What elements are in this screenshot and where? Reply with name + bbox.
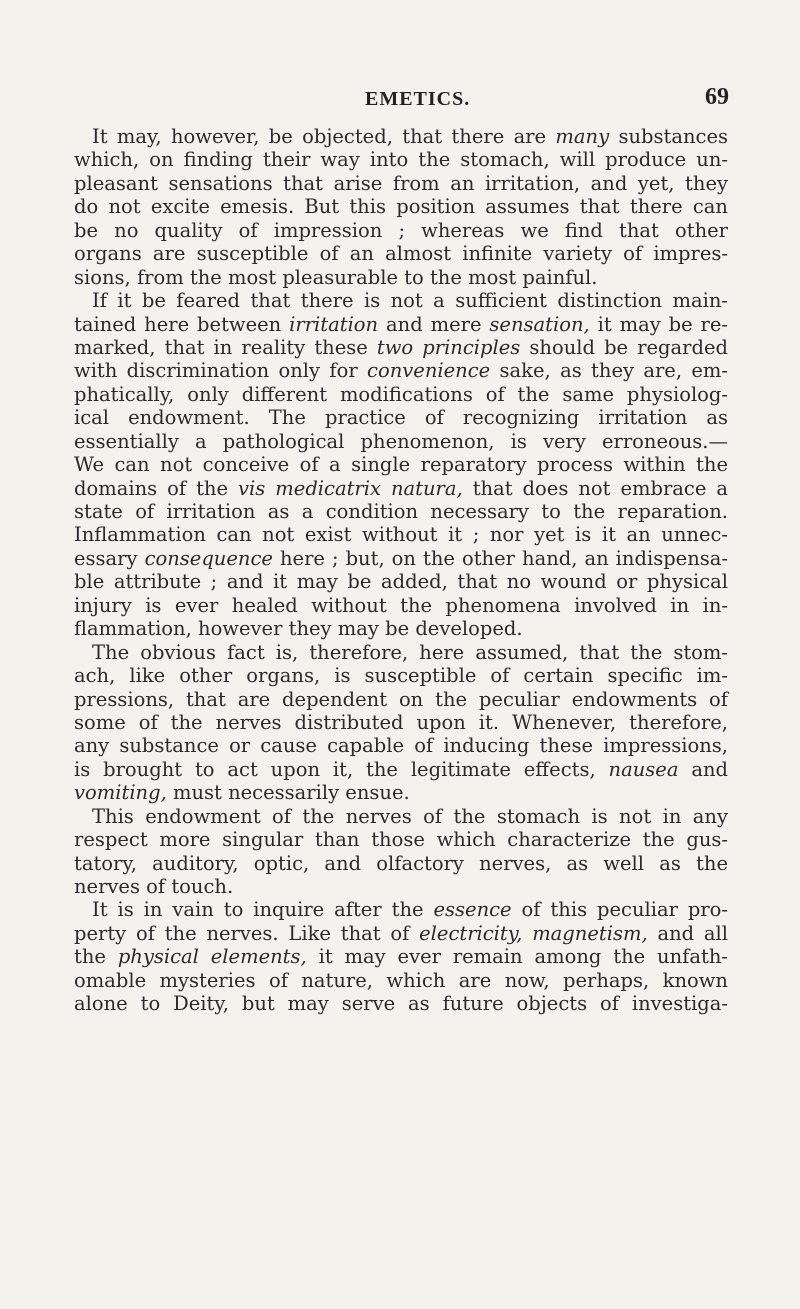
text-line — [74, 664, 728, 687]
text-segment: some of the nerves distributed upon it. Whenever, therefore, — [74, 710, 728, 734]
italic-text: two principles — [376, 335, 521, 359]
text-line — [74, 406, 728, 429]
text-line — [74, 828, 728, 851]
text-segment: alone to Deity, but may serve as future objects of investiga- — [74, 992, 728, 1016]
text-segment: sions, from the most pleasurable to the most painful. — [74, 265, 598, 289]
text-segment: We can not conceive of a single reparatory process within the — [74, 453, 728, 477]
text-segment: nerves of touch. — [74, 875, 234, 898]
text-line — [74, 148, 728, 171]
text-line — [74, 453, 728, 476]
italic-text: electricity, — [419, 921, 523, 945]
text-segment: that does not embrace a — [462, 476, 728, 500]
text-segment: which, on finding their way into the stomach, will produce un- — [74, 148, 728, 172]
text-segment: of this peculiar pro- — [511, 898, 728, 922]
running-head: EMETICS. — [365, 88, 471, 110]
text-segment: pressions, that are dependent on the peculiar endowments of — [74, 687, 728, 711]
text-segment: It is in vain to inquire after the — [92, 898, 434, 922]
text-line — [74, 547, 728, 570]
text-segment: and all — [647, 921, 728, 945]
text-line — [74, 922, 728, 945]
text-segment: ical endowment. The practice of recognizing irritation as — [74, 406, 728, 430]
text-segment: be no quality of impression ; whereas we find that other — [74, 218, 728, 242]
text-line — [74, 781, 728, 804]
italic-text: essence — [433, 898, 512, 922]
text-line — [74, 594, 728, 617]
italic-text: irritation — [289, 312, 379, 336]
italic-text: nausea — [608, 757, 679, 781]
text-segment: perty of the nerves. Like that of — [74, 921, 420, 945]
text-line — [74, 289, 728, 312]
italic-text: consequence — [144, 546, 273, 570]
text-segment: it may be re- — [589, 312, 729, 336]
text-line — [74, 500, 728, 523]
text-segment: must necessarily ensue. — [166, 781, 410, 805]
text-segment: domains of the — [74, 476, 239, 500]
italic-text: physical elements, — [117, 945, 307, 969]
text-segment: and — [678, 757, 728, 781]
text-segment: substances — [609, 125, 728, 148]
text-segment: essentially a pathological phenomenon, is very erroneous.— — [74, 429, 728, 453]
text-line — [74, 875, 728, 898]
text-segment: omable mysteries of nature, which are now, perhaps, known — [74, 968, 728, 992]
text-line — [74, 336, 728, 359]
text-segment: respect more singular than those which characterize the gus- — [74, 828, 728, 852]
text-line — [74, 242, 728, 265]
text-line — [74, 617, 728, 640]
text-segment: with discrimination only for — [74, 359, 368, 383]
text-segment: do not excite emesis. But this position assumes that there can — [74, 195, 728, 219]
text-line — [74, 430, 728, 453]
text-line — [74, 969, 728, 992]
text-segment: This endowment of the nerves of the stomach is not in any — [92, 804, 728, 828]
text-segment: here ; but, on the other hand, an indispensa- — [272, 546, 729, 570]
text-segment: marked, that in reality these — [74, 335, 377, 359]
text-segment: organs are susceptible of an almost infinite variety of impres- — [74, 242, 728, 266]
text-segment: Inflammation can not exist without it ; nor yet is it an unnec- — [74, 523, 728, 547]
italic-text: convenience — [367, 359, 491, 383]
text-segment: pleasant sensations that arise from an irritation, and yet, they — [74, 171, 728, 195]
italic-text: vomiting, — [74, 781, 167, 805]
text-line — [74, 313, 728, 336]
text-segment: is brought to act upon it, the legitimate effects, — [74, 757, 609, 781]
text-line — [74, 219, 728, 242]
text-line — [74, 477, 728, 500]
italic-text: many — [555, 125, 610, 148]
text-line — [74, 898, 728, 921]
text-segment: tatory, auditory, optic, and olfactory nerves, as well as the — [74, 851, 728, 875]
text-line — [74, 711, 728, 734]
italic-text: sensation, — [489, 312, 590, 336]
text-line — [74, 688, 728, 711]
page-number: 69 — [705, 84, 729, 110]
italic-text: vis medicatrix natura, — [238, 476, 463, 500]
text-segment: The obvious fact is, therefore, here assumed, that the stom- — [92, 640, 728, 664]
text-line — [74, 641, 728, 664]
text-segment: essary — [74, 546, 145, 570]
text-segment: injury is ever healed without the phenomena involved in in- — [74, 593, 728, 617]
text-line — [74, 195, 728, 218]
text-line — [74, 945, 728, 968]
text-line — [74, 852, 728, 875]
text-line — [74, 805, 728, 828]
text-line — [74, 570, 728, 593]
text-line — [74, 992, 728, 1015]
text-segment: flammation, however they may be developed. — [74, 617, 523, 641]
text-segment: sake, as they are, em- — [490, 359, 729, 383]
text-line — [74, 266, 728, 289]
text-segment: phatically, only different modifications of the same physiolog- — [74, 382, 728, 406]
text-segment: If it be feared that there is not a sufficient distinction main- — [92, 289, 728, 313]
text-line — [74, 758, 728, 781]
text-segment: state of irritation as a condition necessary to the reparation. — [74, 500, 728, 523]
text-line — [74, 172, 728, 195]
text-segment: ble attribute ; and it may be added, that no wound or physical — [74, 570, 728, 594]
text-line — [74, 523, 728, 546]
text-line — [74, 734, 728, 757]
italic-text: magnetism, — [532, 921, 648, 945]
text-segment: it may ever remain among the unfath- — [306, 945, 728, 969]
text-segment: should be regarded — [520, 335, 728, 359]
body-text — [74, 125, 728, 1016]
text-segment: and mere — [378, 312, 490, 336]
text-line — [74, 383, 728, 406]
text-segment: It may, however, be objected, that there are — [92, 125, 556, 148]
text-segment — [522, 922, 532, 945]
text-segment: ach, like other organs, is susceptible of certain specific im- — [74, 664, 728, 688]
text-line — [74, 125, 728, 148]
text-line — [74, 359, 728, 382]
text-segment: the — [74, 945, 118, 969]
text-segment: any substance or cause capable of inducing these impressions, — [74, 734, 728, 758]
text-segment: tained here between — [74, 312, 290, 336]
